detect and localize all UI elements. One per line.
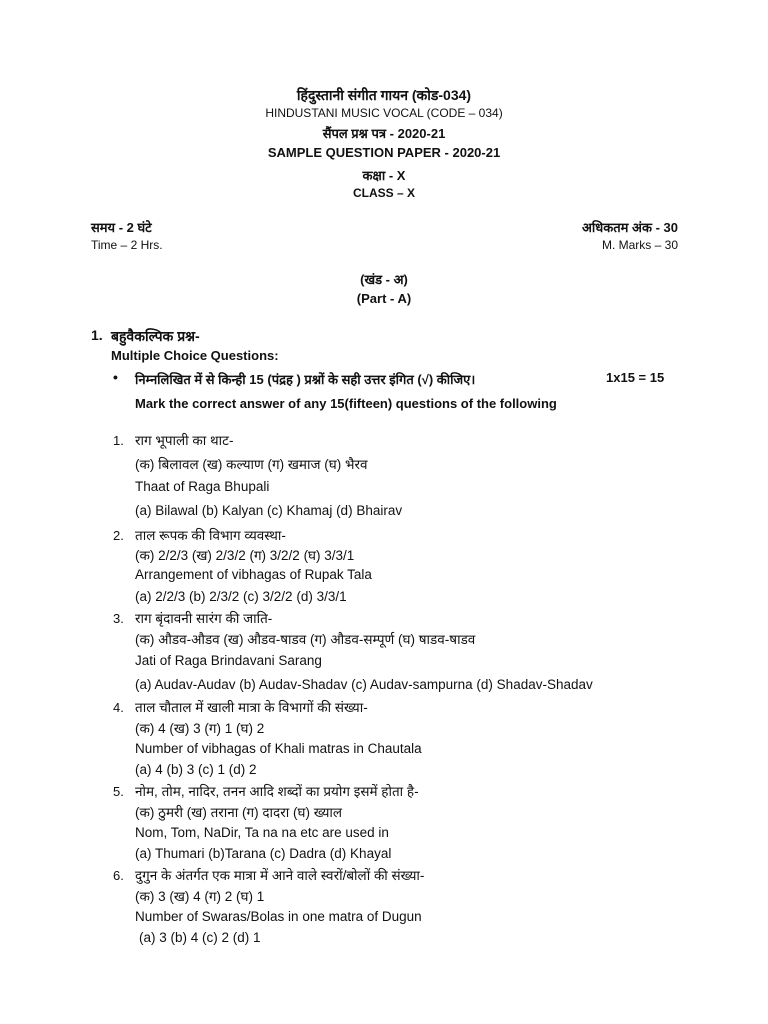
section-marks: 1x15 = 15 [606, 370, 665, 385]
question-number: 1. [113, 433, 124, 448]
max-marks-english: M. Marks – 30 [601, 238, 678, 252]
question-number: 4. [113, 700, 124, 715]
question-hindi: ताल चौताल में खाली मात्रा के विभागों की संख्या- [135, 700, 368, 715]
question-english: Arrangement of vibhagas of Rupak Tala [135, 567, 372, 582]
question-english: Jati of Raga Brindavani Sarang [135, 653, 322, 668]
options-english: (a) 2/2/3 (b) 2/3/2 (c) 3/2/2 (d) 3/3/1 [135, 589, 347, 604]
part-label-english: (Part - A) [356, 291, 412, 306]
question-english: Thaat of Raga Bhupali [135, 479, 270, 494]
class-english: CLASS – X [352, 186, 415, 200]
question-number: 6. [113, 868, 124, 883]
class-hindi: कक्षा - X [362, 168, 406, 183]
question-hindi: ताल रूपक की विभाग व्यवस्था- [135, 528, 286, 543]
question-english: Nom, Tom, NaDir, Ta na na etc are used in [135, 825, 389, 840]
question-hindi: राग भूपाली का थाट- [135, 433, 234, 448]
question-english: Number of vibhagas of Khali matras in Chautala [135, 741, 422, 756]
title-english: HINDUSTANI MUSIC VOCAL (CODE – 034) [265, 106, 503, 120]
question-hindi: राग बृंदावनी सारंग की जाति- [135, 611, 273, 626]
section-number: 1. [91, 327, 103, 343]
instruction-hindi: निम्नलिखित में से किन्ही 15 (पंद्रह ) प्रश्नों के सही उत्तर इंगित (√) कीजिए। [135, 372, 476, 387]
time-hindi: समय - 2 घंटे [91, 220, 152, 235]
options-english: (a) 3 (b) 4 (c) 2 (d) 1 [139, 930, 261, 945]
question-hindi: दुगुन के अंतर्गत एक मात्रा में आने वाले स्वरों/बोलों की संख्या- [135, 868, 425, 883]
question-english: Number of Swaras/Bolas in one matra of Dugun [135, 909, 422, 924]
options-hindi: (क) बिलावल (ख) कल्याण (ग) खमाज (घ) भैरव [135, 457, 368, 472]
options-english: (a) 4 (b) 3 (c) 1 (d) 2 [135, 762, 257, 777]
paper-title-hindi: सैंपल प्रश्न पत्र - 2020-21 [322, 126, 446, 141]
question-number: 5. [113, 784, 124, 799]
time-english: Time – 2 Hrs. [91, 238, 163, 252]
options-hindi: (क) औडव-औडव (ख) औडव-षाडव (ग) औडव-सम्पूर्ण (घ) षाडव-षाडव [135, 632, 476, 647]
max-marks-hindi: अधिकतम अंक - 30 [581, 220, 678, 235]
paper-title-english: SAMPLE QUESTION PAPER - 2020-21 [267, 145, 501, 160]
section-heading-english: Multiple Choice Questions: [111, 348, 279, 363]
options-english: (a) Audav-Audav (b) Audav-Shadav (c) Audav-sampurna (d) Shadav-Shadav [135, 677, 593, 692]
part-label-hindi: (खंड - अ) [360, 272, 408, 287]
options-english: (a) Bilawal (b) Kalyan (c) Khamaj (d) Bhairav [135, 503, 403, 518]
options-hindi: (क) 2/2/3 (ख) 2/3/2 (ग) 3/2/2 (घ) 3/3/1 [135, 548, 355, 563]
options-hindi: (क) 4 (ख) 3 (ग) 1 (घ) 2 [135, 721, 265, 736]
title-hindi: हिंदुस्तानी संगीत गायन (कोड-034) [296, 87, 472, 103]
instruction-english: Mark the correct answer of any 15(fifteen) questions of the following [135, 396, 557, 411]
options-hindi: (क) 3 (ख) 4 (ग) 2 (घ) 1 [135, 889, 265, 904]
question-number: 2. [113, 528, 124, 543]
bullet-icon: • [113, 369, 118, 385]
options-hindi: (क) ठुमरी (ख) तराना (ग) दादरा (घ) ख्याल [135, 805, 343, 820]
question-hindi: नोम, तोम, नादिर, तनन आदि शब्दों का प्रयोग इसमें होता है- [135, 784, 419, 799]
options-english: (a) Thumari (b)Tarana (c) Dadra (d) Khayal [135, 846, 392, 861]
question-number: 3. [113, 611, 124, 626]
section-heading-hindi: बहुवैकल्पिक प्रश्न- [111, 328, 200, 344]
